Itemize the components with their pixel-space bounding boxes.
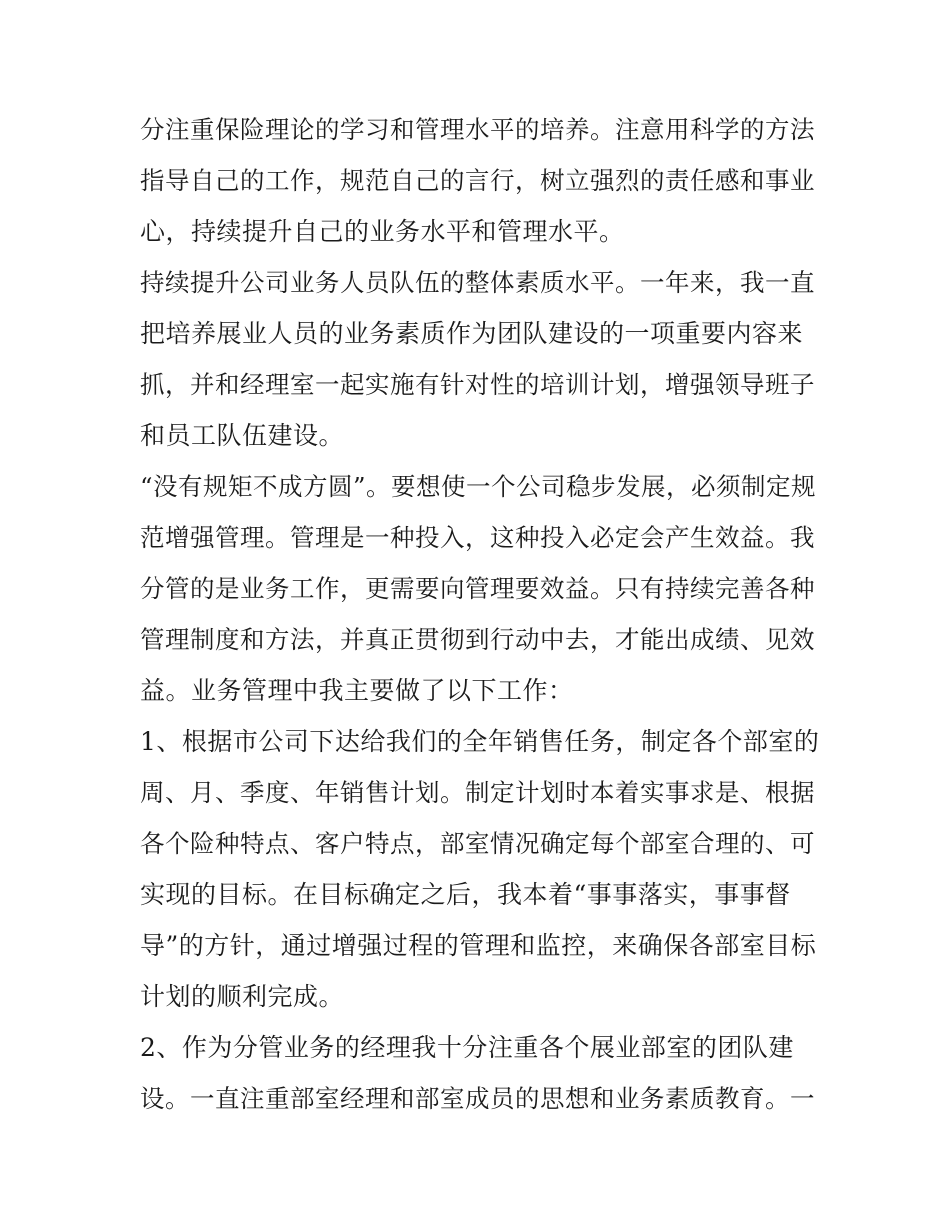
text-line: 分管的是业务工作，更需要向管理要效益。只有持续完善各种 [140, 574, 815, 603]
text-line: 周、月、季度、年销售计划。制定计划时本着实事求是、根据 [140, 778, 815, 807]
text-line: 1、根据市公司下达给我们的全年销售任务，制定各个部室的 [140, 727, 820, 756]
text-line: 管理制度和方法，并真正贯彻到行动中去，才能出成绩、见效 [140, 625, 815, 654]
text-line: 抓，并和经理室一起实施有针对性的培训计划，增强领导班子 [140, 370, 815, 399]
text-line: 2、作为分管业务的经理我十分注重各个展业部室的团队建 [140, 1033, 794, 1062]
text-line: 导”的方针，通过增强过程的管理和监控，来确保各部室目标 [140, 931, 817, 960]
text-line: 实现的目标。在目标确定之后，我本着“事事落实，事事督 [140, 880, 791, 909]
text-line: “没有规矩不成方圆”。要想使一个公司稳步发展，必须制定规 [140, 472, 817, 501]
text-line: 益。业务管理中我主要做了以下工作： [140, 676, 574, 705]
text-line: 持续提升公司业务人员队伍的整体素质水平。一年来，我一直 [140, 268, 815, 297]
text-line: 计划的顺利完成。 [140, 982, 345, 1011]
text-line: 各个险种特点、客户特点，部室情况确定每个部室合理的、可 [140, 829, 815, 858]
text-line: 设。一直注重部室经理和部室成员的思想和业务素质教育。一 [140, 1084, 815, 1113]
text-line: 心，持续提升自己的业务水平和管理水平。 [140, 217, 625, 246]
text-line: 范增强管理。管理是一种投入，这种投入必定会产生效益。我 [140, 523, 815, 552]
text-line: 分注重保险理论的学习和管理水平的培养。注意用科学的方法 [140, 115, 815, 144]
text-line: 和员工队伍建设。 [140, 421, 345, 450]
text-line: 指导自己的工作，规范自己的言行，树立强烈的责任感和事业 [140, 166, 815, 195]
text-line: 把培养展业人员的业务素质作为团队建设的一项重要内容来 [140, 319, 804, 348]
